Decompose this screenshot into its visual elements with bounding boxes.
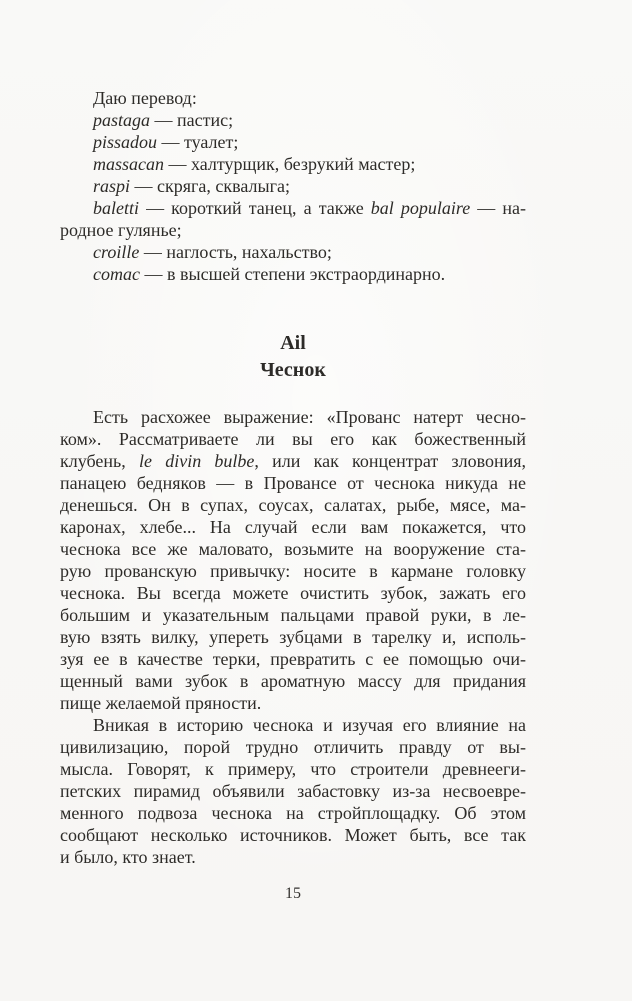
italic-term: raspi (93, 176, 131, 196)
body-text (60, 406, 526, 868)
text-line (60, 175, 526, 197)
text-line (60, 131, 526, 153)
text-run: и было, кто знает. (60, 847, 196, 867)
text-column (60, 87, 526, 868)
text-run: родное гулянье; (60, 220, 182, 240)
text-line (60, 428, 526, 450)
translation-list (60, 87, 526, 285)
text-run: — скряга, сквалыга; (130, 176, 290, 196)
text-line (60, 582, 526, 604)
text-line (60, 780, 526, 802)
chapter-heading (60, 330, 526, 384)
text-run: каронах, хлебе... На случай если вам покажется, что (60, 517, 526, 537)
text-line (60, 714, 526, 736)
page-number: 15 (285, 885, 301, 902)
text-line (60, 153, 526, 175)
text-run: рую прованскую привычку: носите в кармане головку (60, 561, 526, 581)
text-run: Даю перевод: (93, 88, 197, 108)
text-run: — на- (470, 198, 526, 218)
text-line (60, 450, 526, 472)
text-line (60, 604, 526, 626)
text-line (60, 494, 526, 516)
text-line (60, 670, 526, 692)
text-line (60, 219, 526, 241)
text-run: чеснока все же маловато, возьмите на вооружение ста- (60, 539, 526, 559)
text-run: чеснока. Вы всегда можете очистить зубок, зажать его (60, 583, 526, 603)
text-line (60, 197, 526, 219)
italic-term: pissadou (93, 132, 158, 152)
text-line (60, 846, 526, 868)
text-line (60, 824, 526, 846)
text-run: вую взять вилку, упереть зубцами в тарелку и, исполь- (60, 627, 526, 647)
text-line (60, 692, 526, 714)
text-run: — наглость, нахальство; (139, 242, 332, 262)
text-run: большим и указательным пальцами правой руки, в ле- (60, 605, 526, 625)
text-run: — короткий танец, а также (139, 198, 371, 218)
text-line (60, 648, 526, 670)
text-run: — пастис; (150, 110, 234, 130)
text-line (60, 538, 526, 560)
text-run: денешься. Он в супах, соусах, салатах, рыбе, мясе, ма- (60, 495, 526, 515)
text-run: Есть расхожее выражение: «Прованс натерт чесно- (93, 407, 526, 427)
text-run: панацею бедняков — в Провансе от чеснока никуда не (60, 473, 526, 493)
text-line (60, 758, 526, 780)
chapter-title-russian: Чеснок (260, 359, 326, 381)
text-run: сообщают несколько источников. Может быть, все так (60, 825, 526, 845)
italic-term: bal populaire (370, 198, 471, 218)
text-run: цивилизацию, порой трудно отличить правду от вы- (60, 737, 526, 757)
text-run: — туалет; (157, 132, 239, 152)
text-line (60, 406, 526, 428)
text-run: менного подвоза чеснока на стройплощадку. Об этом (60, 803, 526, 823)
italic-term: le divin bulbe (138, 451, 255, 471)
text-run: зуя ее в качестве терки, превратить с ее помощью очи- (60, 649, 526, 669)
italic-term: baletti (93, 198, 139, 218)
text-line (60, 87, 526, 109)
text-run: , или как концентрат зловония, (254, 451, 526, 471)
text-run: петских пирамид объявили забастовку из-за несвоевре- (60, 781, 526, 801)
text-run: — халтурщик, безрукий мастер; (164, 154, 416, 174)
text-line (60, 560, 526, 582)
text-run: пище желаемой пряности. (60, 693, 262, 713)
text-line (60, 109, 526, 131)
italic-term: massacan (93, 154, 164, 174)
text-run: клубень, (60, 451, 139, 471)
text-line (60, 802, 526, 824)
chapter-title-french: Ail (280, 332, 306, 354)
text-line (60, 263, 526, 285)
text-run: — в высшей степени экстраординарно. (139, 264, 446, 284)
text-run: щенный вами зубок в ароматную массу для придания (60, 671, 526, 691)
text-run: мысла. Говорят, к примеру, что строители древнееги- (60, 759, 526, 779)
text-line (60, 626, 526, 648)
italic-term: croille (93, 242, 140, 262)
text-line (60, 241, 526, 263)
text-run: ком». Рассматриваете ли вы его как божественный (60, 429, 526, 449)
italic-term: pastaga (93, 110, 151, 130)
italic-term: comac (93, 264, 140, 284)
text-line (60, 472, 526, 494)
text-line (60, 736, 526, 758)
text-run: Вникая в историю чеснока и изучая его влияние на (93, 715, 526, 735)
text-line (60, 516, 526, 538)
